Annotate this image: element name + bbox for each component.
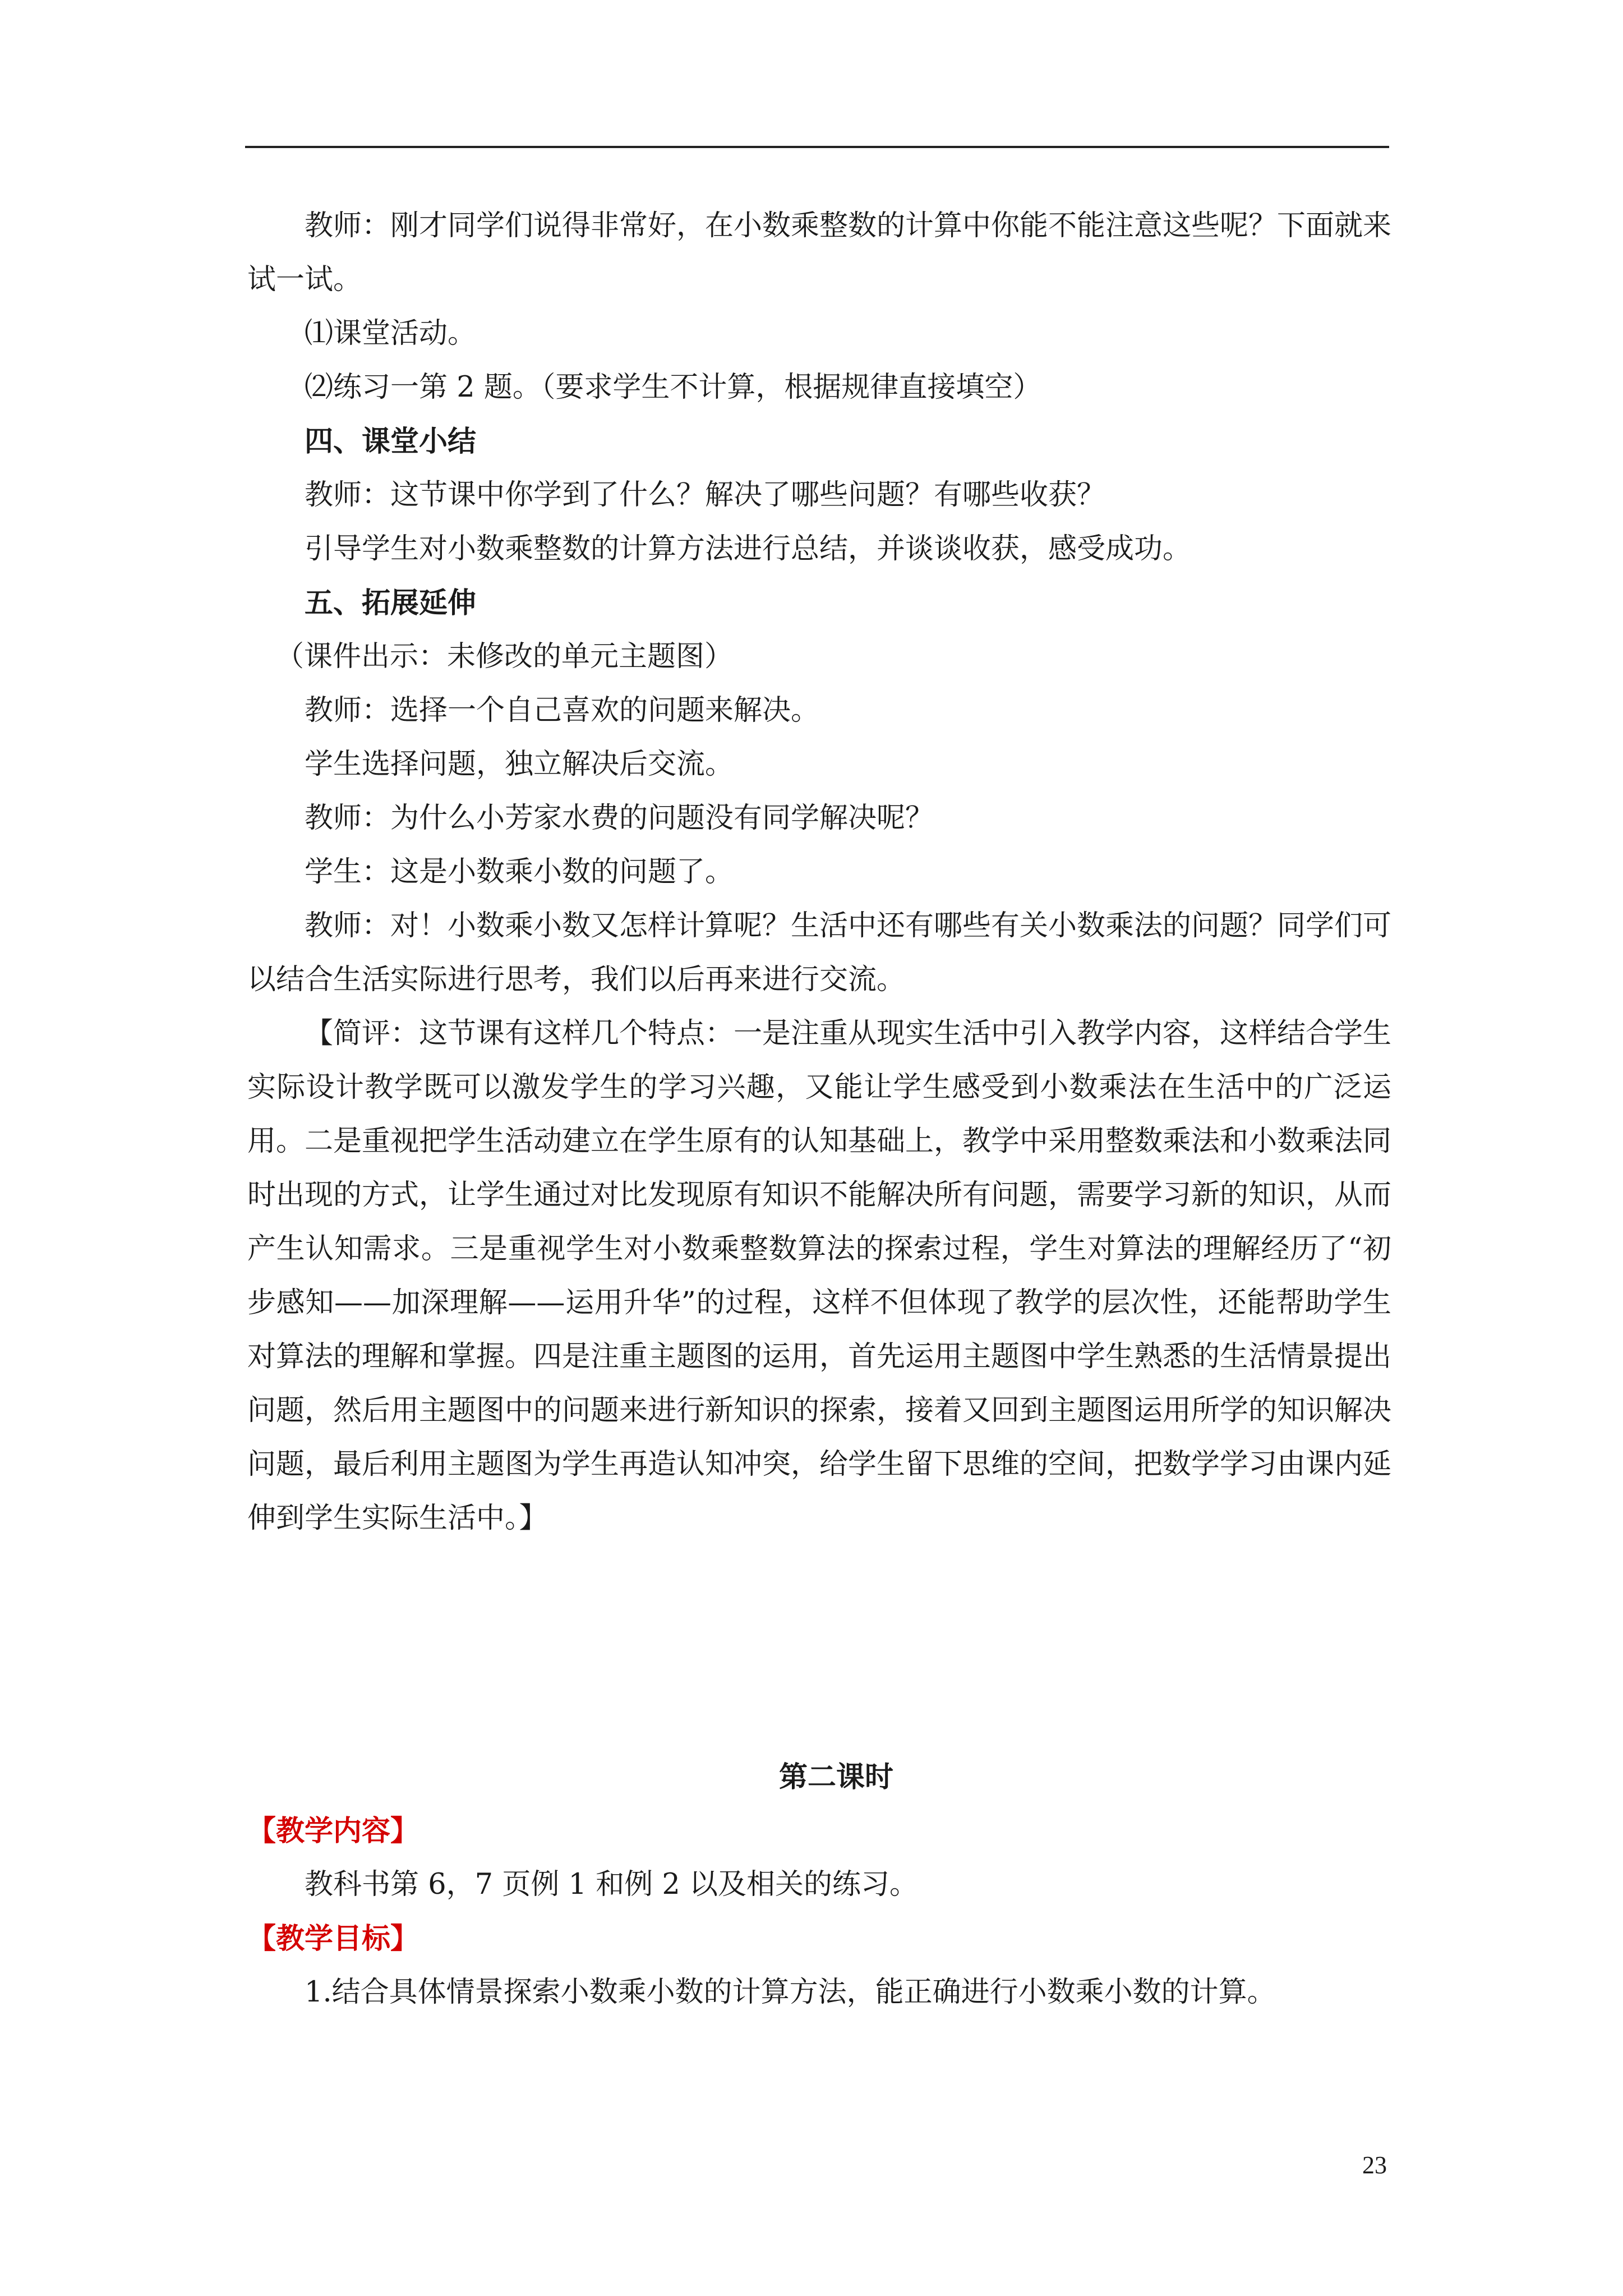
paragraph-teacher-question: 教师：这节课中你学到了什么？解决了哪些问题？有哪些收获？ [305,478,1106,512]
paragraph-teacher-why: 教师：为什么小芳家水费的问题没有同学解决呢？ [305,802,934,835]
paragraph-teaching-content: 教科书第 6，7 页例 1 和例 2 以及相关的练习。 [305,1868,919,1901]
heading-teaching-content: 【教学内容】 [247,1814,419,1848]
lesson-title: 第二课时 [778,1760,893,1794]
paragraph-teacher-choose: 教师：选择一个自己喜欢的问题来解决。 [305,694,820,727]
paragraph-commentary: 【简评：这节课有这样几个特点：一是注重从现实生活中引入教学内容，这样结合学生实际设计教学既可以激发学生的学习兴趣，又能让学生感受到小数乘法在生活中的广泛运用。二是重视把学生活动建立在学生原有的认知基础上，教学中采用整数乘法和小数乘法同时出现的方式，让学生通过对比发现原有知识不能解决所有问题，需要学习新的知识，从而产生认知需求。三是重视学生对小数乘整数算法的探索过程，学生对算法的理解经历了“初步感知——加深理解——运用升华”的过程，这样不但体现了教学的层次性，还能帮助学生对算法的理解和掌握。四是注重主题图的运用，首先运用主题图中学生熟悉的生活情景提出问题，然后用主题图中的问题来进行新知识的探索，接着又回到主题图运用所学的知识解决问题，最后利用主题图为学生再造认知冲突，给学生留下思维的空间，把数学学习由课内延伸到学生实际生活中。】 [247,1017,1392,1535]
list-item-exercise: ⑵练习一第 2 题。（要求学生不计算，根据规律直接填空） [305,371,1042,404]
page-number: 23 [1362,2151,1387,2179]
section-heading-summary: 四、课堂小结 [305,425,477,458]
paragraph-student-choose: 学生选择问题，独立解决后交流。 [305,748,734,781]
paragraph-teacher-try: 教师：刚才同学们说得非常好，在小数乘整数的计算中你能不能注意这些呢？下面就来试一试。 [247,209,1392,296]
paragraph-courseware-note: （课件出示：未修改的单元主题图） [275,640,734,673]
goal-item-1: 1.结合具体情景探索小数乘小数的计算方法，能正确进行小数乘小数的计算。 [305,1976,1276,2009]
paragraph-guide-summary: 引导学生对小数乘整数的计算方法进行总结，并谈谈收获，感受成功。 [305,532,1192,565]
header-rule [245,146,1389,148]
list-item-class-activity: ⑴课堂活动。 [305,317,477,350]
paragraph-teacher-conclusion: 教师：对！小数乘小数又怎样计算呢？生活中还有哪些有关小数乘法的问题？同学们可以结合生活实际进行思考，我们以后再来进行交流。 [247,909,1392,996]
section-heading-extension: 五、拓展延伸 [305,586,477,620]
document-body [247,199,1391,2019]
heading-teaching-goals: 【教学目标】 [247,1922,419,1955]
paragraph-student-answer: 学生：这是小数乘小数的问题了。 [305,855,734,889]
section-gap [247,1545,1391,1750]
